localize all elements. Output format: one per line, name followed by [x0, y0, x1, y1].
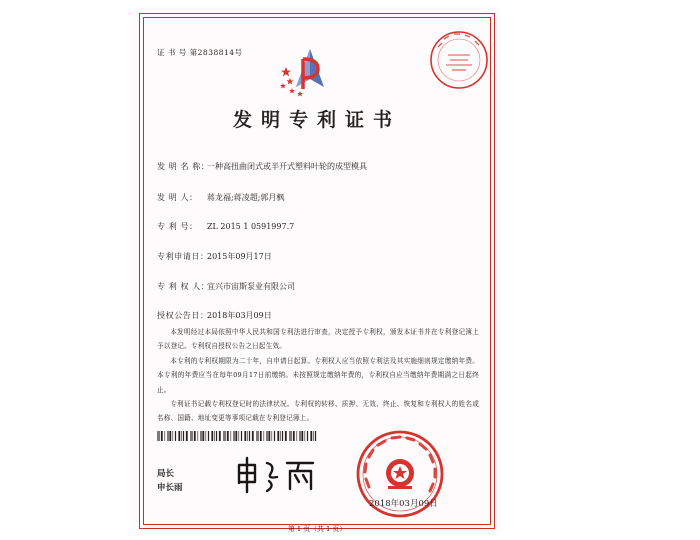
field-value: ZL 2015 1 0591997.7: [207, 222, 295, 231]
barcode-bar: [194, 431, 196, 441]
barcode-bar: [173, 431, 174, 441]
body-paragraph: 专利证书记载专利权登记时的法律状况。专利权的转移、质押、无效、终止、恢复和专利权人的姓名或名称、国籍、地址变更等事项记载在专利登记簿上。: [157, 400, 479, 423]
barcode-bar: [313, 431, 314, 441]
field-invention-name: [157, 161, 367, 172]
patent-certificate: [133, 7, 501, 535]
barcode-bar: [165, 431, 166, 441]
barcode-bar: [274, 431, 275, 441]
barcode-bar: [272, 431, 273, 441]
field-application-date: [157, 251, 272, 262]
barcode-bar: [233, 431, 234, 441]
barcode-bar: [264, 431, 265, 441]
barcode-bar: [289, 431, 290, 441]
barcode-bar: [186, 431, 188, 441]
barcode-bar: [223, 431, 224, 441]
barcode-bar: [181, 431, 182, 441]
barcode-bar: [247, 431, 248, 441]
barcode-bar: [211, 431, 213, 441]
barcode-bar: [290, 431, 291, 441]
barcode-bar: [249, 431, 250, 441]
field-inventors: [157, 192, 284, 203]
barcode-bar: [241, 431, 242, 441]
barcode-bar: [297, 431, 298, 441]
barcode-icon: [157, 431, 317, 441]
barcode-bar: [305, 431, 306, 441]
field-label: 专利申请日：: [157, 252, 209, 261]
barcode-bar: [161, 431, 163, 441]
barcode-bar: [227, 431, 229, 441]
barcode-bar: [307, 431, 308, 441]
barcode-bar: [256, 431, 257, 441]
barcode-bar: [277, 431, 279, 441]
barcode-bar: [169, 431, 171, 441]
barcode-bar: [252, 431, 254, 441]
barcode-bar: [244, 431, 246, 441]
field-label: 发 明 名 称：: [157, 162, 210, 171]
barcode-bar: [206, 431, 207, 441]
director-title: 局长: [157, 469, 175, 479]
field-value: 一种高扭曲闭式或半开式塑料叶轮的成型模具: [207, 162, 367, 171]
barcode-bar: [208, 431, 209, 441]
barcode-bar: [157, 431, 158, 441]
barcode-bar: [231, 431, 232, 441]
body-paragraph: 本专利的专利权期限为二十年，自申请日起算。专利权人应当依照专利法及其实施细则规定缴纳年费。本专利的年费应当在每年09月17日前缴纳。未按照规定缴纳年费的，专利权自应当缴纳年费期满之日起终止。: [157, 356, 479, 394]
barcode-bar: [282, 431, 283, 441]
field-label: 授权公告日：: [157, 311, 209, 320]
barcode-bar: [202, 431, 204, 441]
barcode-bar: [280, 431, 281, 441]
barcode-bar: [239, 431, 240, 441]
barcode-bar: [214, 431, 215, 441]
barcode-bar: [310, 431, 312, 441]
barcode-bar: [183, 431, 184, 441]
barcode-bar: [260, 431, 262, 441]
field-patentee: [157, 281, 295, 292]
barcode-bar: [301, 431, 303, 441]
barcode-bar: [198, 431, 199, 441]
barcode-bar: [178, 431, 180, 441]
barcode-bar: [175, 431, 176, 441]
barcode-bar: [190, 431, 191, 441]
barcode-bar: [235, 431, 237, 441]
office-stamp-icon: [428, 29, 490, 91]
director-signature-icon: [233, 455, 319, 495]
barcode-bar: [285, 431, 287, 441]
barcode-bar: [293, 431, 295, 441]
barcode-bar: [200, 431, 201, 441]
barcode-bar: [268, 431, 270, 441]
barcode-bar: [257, 431, 258, 441]
field-value: 宜兴市宙斯泵业有限公司: [207, 282, 295, 291]
barcode-bar: [216, 431, 217, 441]
barcode-bar: [219, 431, 221, 441]
director-name: 申长雨: [157, 483, 183, 493]
field-grant-date: [157, 310, 272, 321]
field-label: 专 利 权 人：: [157, 282, 210, 291]
field-label: 发 明 人：: [157, 193, 198, 202]
field-value: 2015年09月17日: [207, 252, 272, 261]
barcode-bar: [299, 431, 300, 441]
field-patent-number: [157, 221, 294, 232]
field-label: 专 利 号：: [157, 222, 198, 231]
barcode-bar: [224, 431, 225, 441]
certificate-number: 证 书 号 第2838814号: [157, 48, 243, 57]
cnipa-logo-icon: [278, 45, 342, 99]
page-footer: 第 1 页（共 1 页）: [287, 525, 347, 533]
barcode-bar: [315, 431, 316, 441]
barcode-bar: [167, 431, 168, 441]
certificate-body: [157, 325, 479, 426]
barcode-bar: [266, 431, 267, 441]
field-value: 2018年03月09日: [207, 311, 272, 320]
barcode-bar: [158, 431, 159, 441]
barcode-bar: [191, 431, 192, 441]
body-paragraph: 本发明经过本局依照中华人民共和国专利法进行审查，决定授予专利权，颁发本证书并在专利登记簿上予以登记。专利权自授权公告之日起生效。: [157, 328, 479, 351]
seal-date: 2018年03月09日: [369, 499, 438, 509]
certificate-title: 发明专利证书: [232, 109, 401, 131]
field-value: 蒋龙福;蒋凌超;郭月枫: [207, 193, 285, 202]
